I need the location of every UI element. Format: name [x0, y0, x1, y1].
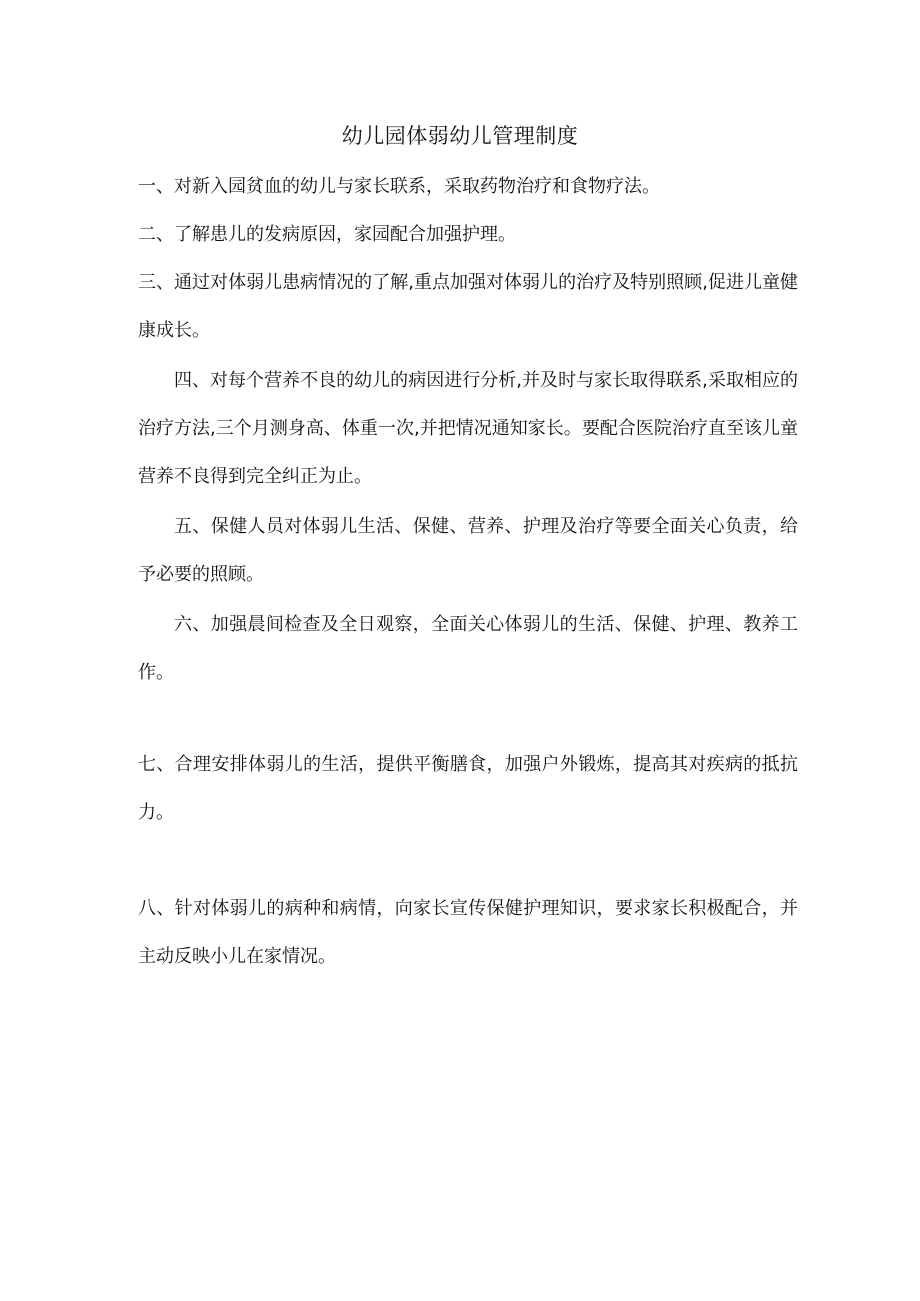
paragraph-8: 八、针对体弱儿的病种和病情，向家长宣传保健护理知识，要求家长积极配合，并主动反映小儿在家情况。: [138, 898, 798, 967]
paragraph-1: 一、对新入园贫血的幼儿与家长联系，采取药物治疗和食物疗法。: [138, 176, 660, 197]
paragraph-6: 六、加强晨间检查及全日观察，全面关心体弱儿的生活、保健、护理、教养工作。: [138, 614, 798, 683]
paragraph-7: 七、合理安排体弱儿的生活，提供平衡膳食，加强户外锻炼，提高其对疾病的抵抗力。: [138, 754, 798, 823]
paragraph-4: 四、对每个营养不良的幼儿的病因进行分析,并及时与家长取得联系,采取相应的治疗方法,三个月测身高、体重一次,并把情况通知家长。要配合医院治疗直至该儿童营养不良得到完全纠正为止。: [138, 370, 798, 487]
paragraph-2: 二、了解患儿的发病原因，家园配合加强护理。: [138, 224, 516, 245]
paragraph-3: 三、通过对体弱儿患病情况的了解,重点加强对体弱儿的治疗及特别照顾,促进儿童健康成长。: [138, 272, 798, 341]
page-title: 幼儿园体弱幼儿管理制度: [341, 124, 579, 148]
paragraph-5: 五、保健人员对体弱儿生活、保健、营养、护理及治疗等要全面关心负责，给予必要的照顾。: [138, 516, 798, 585]
